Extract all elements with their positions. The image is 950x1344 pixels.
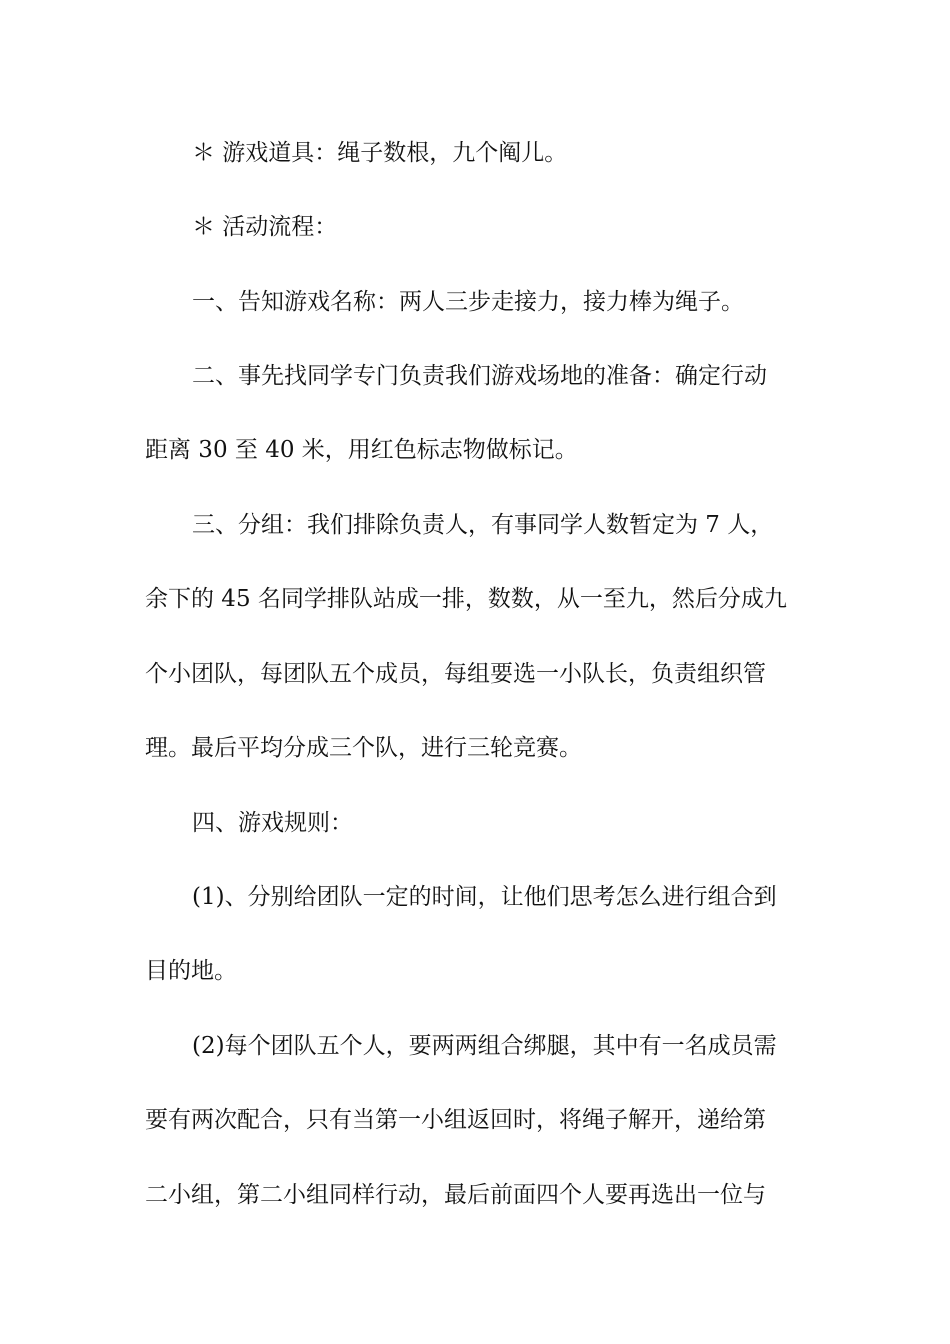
step-two-paragraph-line-1: 二、事先找同学专门负责我们游戏场地的准备：确定行动: [192, 363, 767, 389]
step-one-paragraph: 一、告知游戏名称：两人三步走接力，接力棒为绳子。: [192, 289, 744, 315]
step-three-paragraph-line-2: 余下的 45 名同学排队站成一排，数数，从一至九，然后分成九: [145, 586, 787, 612]
step-three-paragraph-line-4: 理。最后平均分成三个队，进行三轮竞赛。: [145, 735, 582, 761]
rule-two-line-2: 要有两次配合，只有当第一小组返回时，将绳子解开，递给第: [145, 1107, 766, 1133]
rule-one-line-1: (1)、分别给团队一定的时间，让他们思考怎么进行组合到: [192, 884, 777, 910]
step-three-paragraph-line-1: 三、分组：我们排除负责人，有事同学人数暂定为 7 人，: [192, 512, 774, 538]
rule-two-line-3: 二小组，第二小组同样行动，最后前面四个人要再选出一位与: [145, 1182, 766, 1208]
step-two-paragraph-line-2: 距离 30 至 40 米，用红色标志物做标记。: [145, 437, 578, 463]
rules-heading: 四、游戏规则：: [192, 810, 353, 836]
rule-one-line-2: 目的地。: [145, 958, 237, 984]
flow-heading: ＊ 活动流程：: [192, 214, 338, 240]
props-line: ＊ 游戏道具：绳子数根，九个阄儿。: [192, 140, 568, 166]
step-three-paragraph-line-3: 个小团队，每团队五个成员，每组要选一小队长，负责组织管: [145, 661, 766, 687]
rule-two-line-1: (2)每个团队五个人，要两两组合绑腿，其中有一名成员需: [192, 1033, 777, 1059]
